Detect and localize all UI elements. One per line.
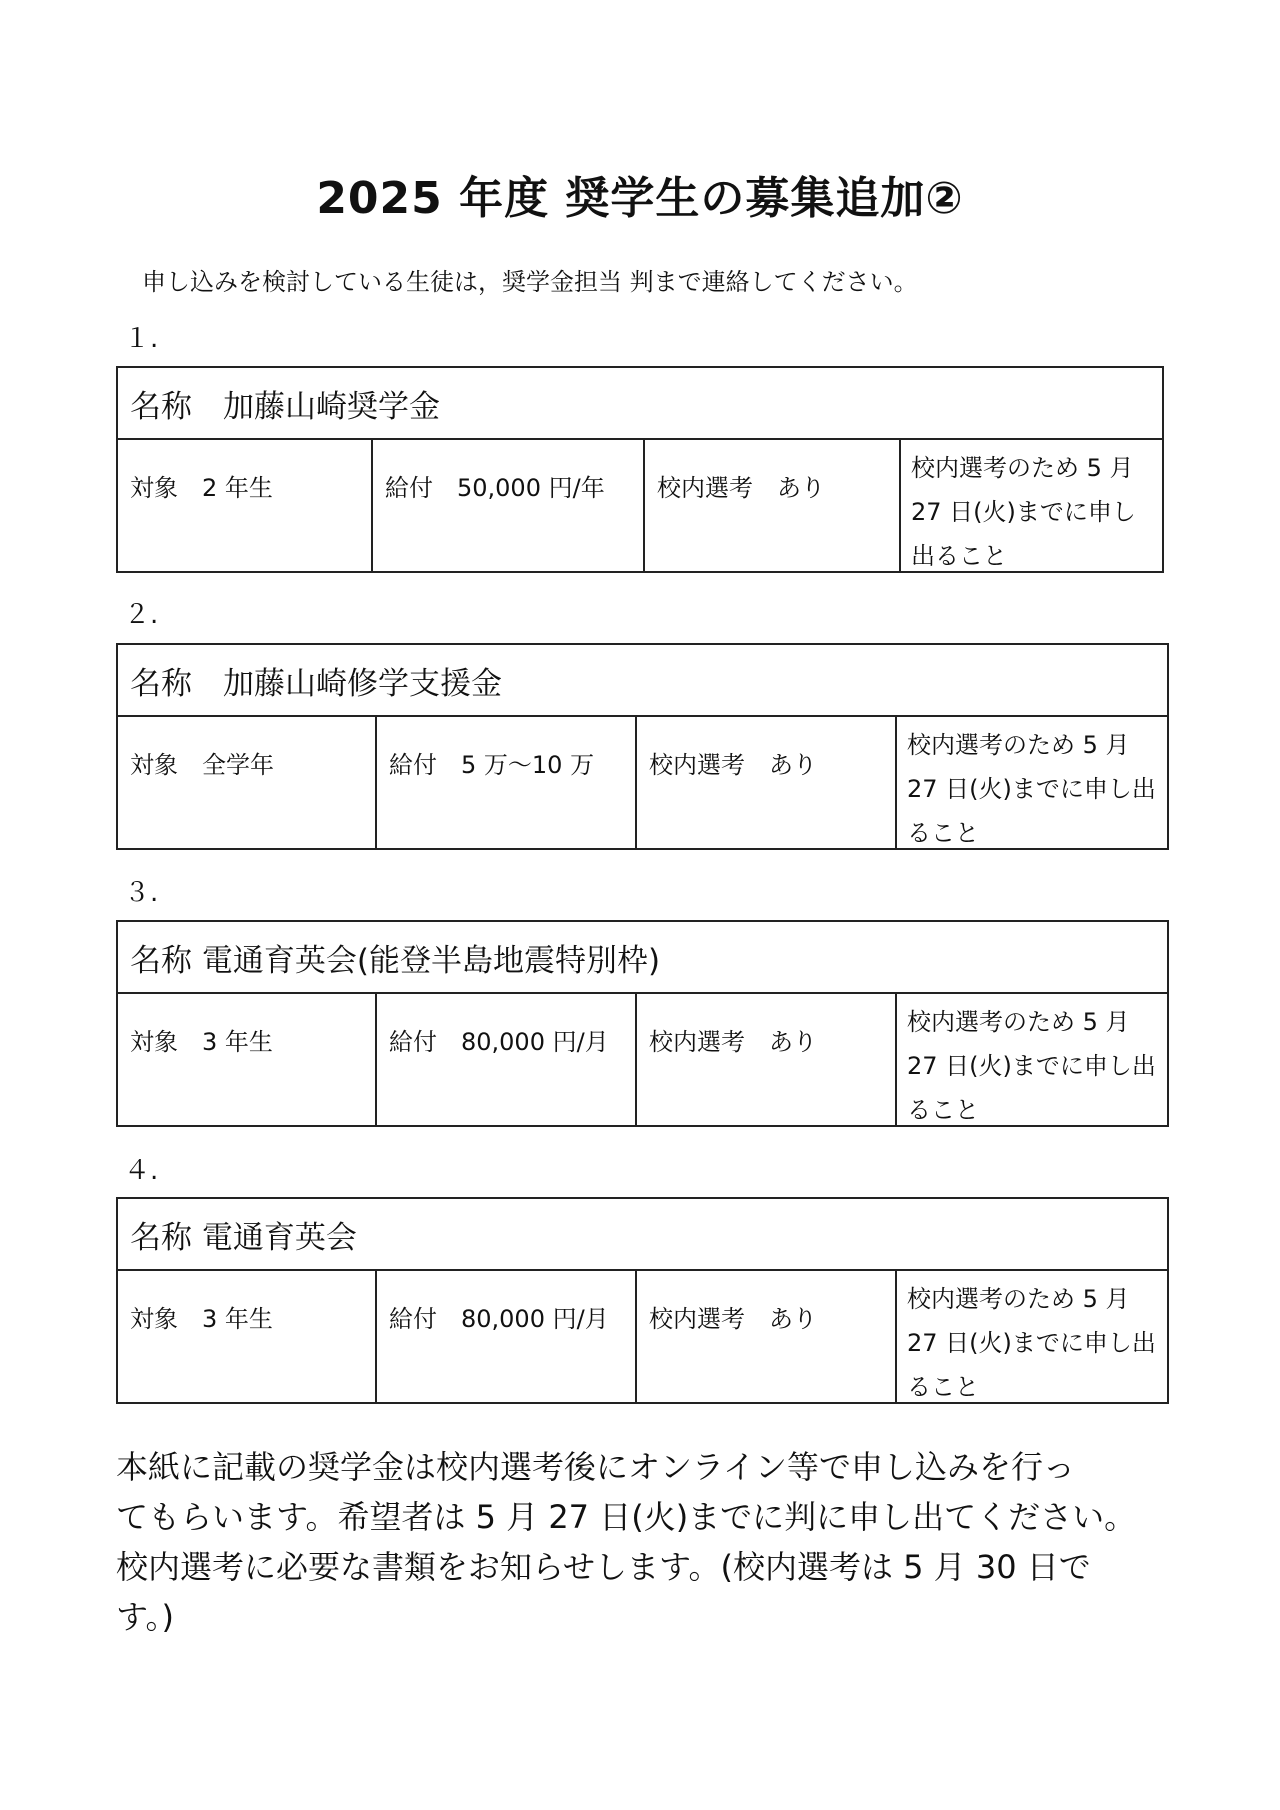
selection-cell: 校内選考 あり [637,994,897,1125]
scholarship-table-4 [116,1197,1169,1404]
selection-cell: 校内選考 あり [645,440,901,571]
scholarship-name: 名称 加藤山崎奨学金 [118,368,1162,440]
scholarship-details-row [118,994,1167,1125]
selection-cell: 校内選考 あり [637,1271,897,1402]
footer-notice [116,1442,1176,1642]
amount-cell: 給付 80,000 円/月 [377,994,637,1125]
target-cell: 対象 3 年生 [118,1271,377,1402]
scholarship-details-row [118,440,1162,571]
footer-line: 本紙に記載の奨学金は校内選考後にオンライン等で申し込みを行っ [116,1448,1076,1486]
item-number-2: ２. [124,600,159,630]
amount-cell: 給付 5 万～10 万 [377,717,637,848]
scholarship-details-row [118,717,1167,848]
scholarship-table-2 [116,643,1169,850]
scholarship-name: 名称 電通育英会 [118,1199,1167,1271]
target-cell: 対象 2 年生 [118,440,373,571]
scholarship-name: 名称 加藤山崎修学支援金 [118,645,1167,717]
selection-cell: 校内選考 あり [637,717,897,848]
item-number-1: １. [124,324,159,354]
deadline-note-cell: 校内選考のため 5 月 27 日(火)までに申し出ること [911,454,1136,570]
footer-line: 校内選考に必要な書類をお知らせします。(校内選考は 5 月 30 日で [116,1548,1091,1586]
scholarship-details-row [118,1271,1167,1402]
item-number-3: ３. [124,878,159,908]
deadline-note-cell: 校内選考のため 5 月 27 日(火)までに申し出ること [907,1285,1156,1401]
intro-text: 申し込みを検討している生徒は，奨学金担当 判まで連絡してください。 [142,268,918,296]
page-title: 2025 年度 奨学生の募集追加② [316,173,964,224]
deadline-note-cell: 校内選考のため 5 月 27 日(火)までに申し出ること [907,1008,1156,1124]
deadline-note-cell: 校内選考のため 5 月 27 日(火)までに申し出ること [907,731,1156,847]
scholarship-name: 名称 電通育英会(能登半島地震特別枠) [118,922,1167,994]
amount-cell: 給付 50,000 円/年 [373,440,645,571]
target-cell: 対象 全学年 [118,717,377,848]
target-cell: 対象 3 年生 [118,994,377,1125]
scholarship-table-3 [116,920,1169,1127]
footer-line: てもらいます。希望者は 5 月 27 日(火)までに判に申し出てください。 [116,1498,1137,1536]
item-number-4: ４. [124,1156,159,1186]
scholarship-table-1 [116,366,1164,573]
footer-line: す。) [116,1598,174,1636]
amount-cell: 給付 80,000 円/月 [377,1271,637,1402]
